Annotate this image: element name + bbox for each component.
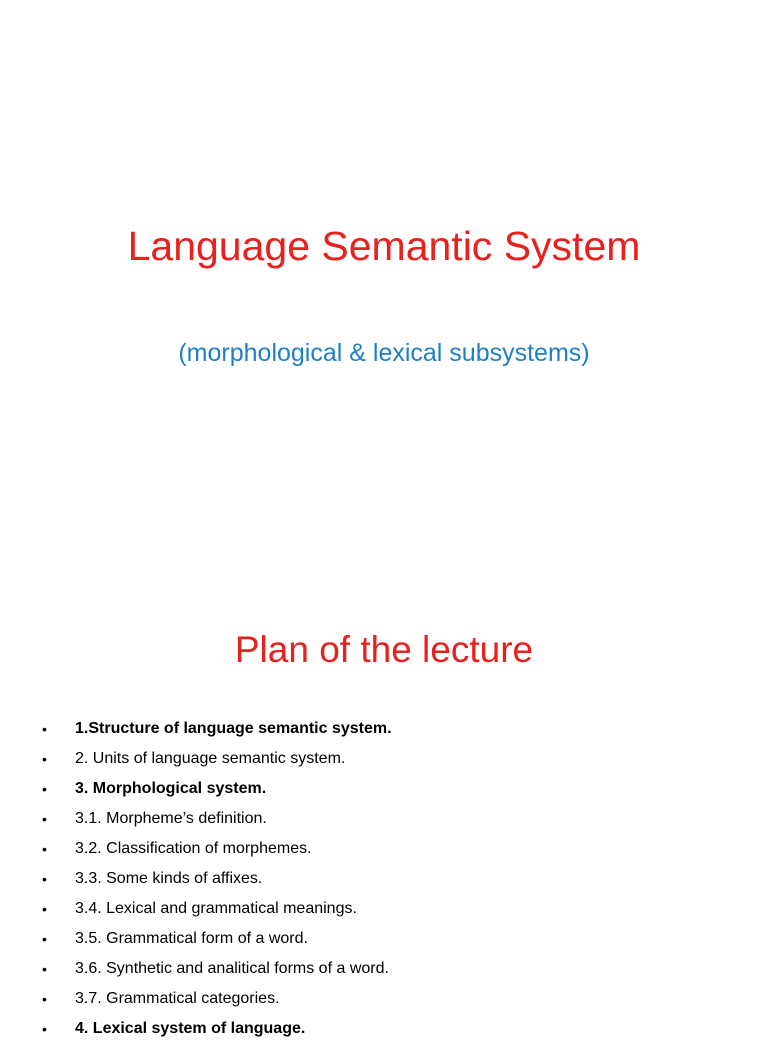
- plan-item: [0, 774, 768, 804]
- plan-item: [0, 894, 768, 924]
- plan-item-text: 1.Structure of language semantic system.: [75, 720, 392, 737]
- plan-item: [0, 714, 768, 744]
- plan-item: [0, 864, 768, 894]
- bullet-icon: •: [42, 811, 47, 827]
- plan-item-text: 3.1. Morpheme’s definition.: [75, 810, 267, 827]
- slide-2-title: Plan of the lecture: [234, 629, 534, 670]
- plan-item-text: 3.6. Synthetic and analitical forms of a word.: [75, 960, 389, 977]
- plan-item: [0, 834, 768, 864]
- plan-item-text: 3.5. Grammatical form of a word.: [75, 930, 308, 947]
- bullet-icon: •: [42, 961, 47, 977]
- plan-item-text: 4. Lexical system of language.: [75, 1020, 306, 1037]
- bullet-icon: •: [42, 781, 47, 797]
- plan-item: [0, 954, 768, 984]
- bullet-icon: •: [42, 721, 47, 737]
- bullet-icon: •: [42, 991, 47, 1007]
- plan-item: [0, 1014, 768, 1044]
- plan-item-text: 3.4. Lexical and grammatical meanings.: [75, 900, 357, 917]
- plan-item: [0, 744, 768, 774]
- slide-1-title: Language Semantic System: [127, 223, 641, 269]
- plan-item: [0, 804, 768, 834]
- plan-item: [0, 924, 768, 954]
- slide-2: [0, 578, 768, 1037]
- bullet-icon: •: [42, 1021, 47, 1037]
- bullet-icon: •: [42, 841, 47, 857]
- plan-item-text: 3. Morphological system.: [75, 780, 267, 797]
- slide-1-subtitle: (morphological & lexical subsystems): [178, 339, 590, 367]
- plan-item: [0, 984, 768, 1014]
- plan-item-text: 2. Units of language semantic system.: [75, 750, 346, 767]
- bullet-icon: •: [42, 931, 47, 947]
- bullet-icon: •: [42, 901, 47, 917]
- plan-list: [0, 714, 768, 1044]
- bullet-icon: •: [42, 751, 47, 767]
- bullet-icon: •: [42, 871, 47, 887]
- plan-item-text: 3.3. Some kinds of affixes.: [75, 870, 263, 887]
- plan-item-text: 3.7. Grammatical categories.: [75, 990, 280, 1007]
- plan-item-text: 3.2. Classification of morphemes.: [75, 840, 312, 857]
